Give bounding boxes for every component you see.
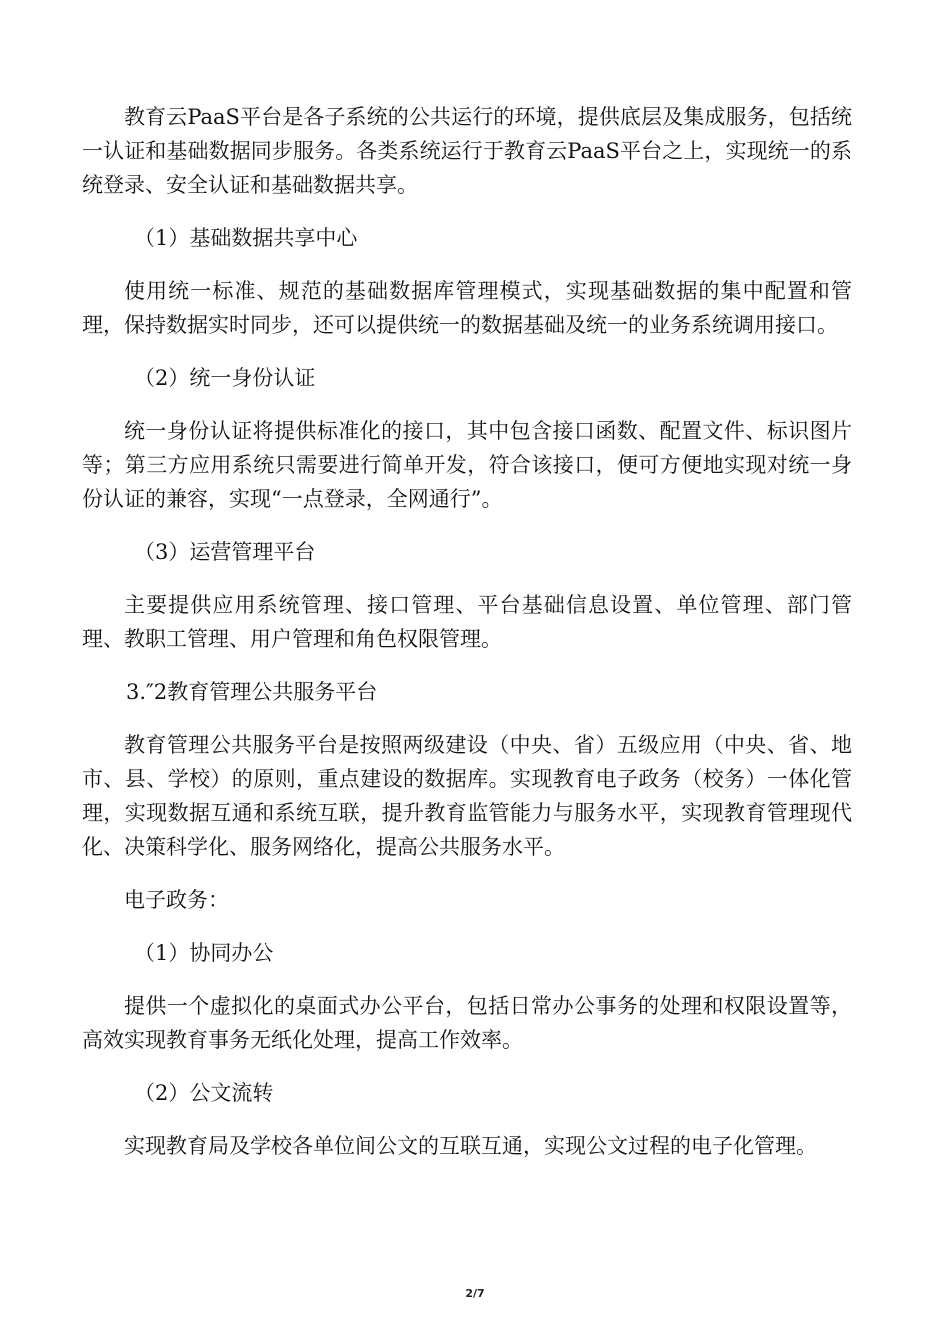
heading-operations-platform: （3）运营管理平台 [134, 540, 316, 564]
paragraph-unified-auth: 统一身份认证将提供标准化的接口，其中包含接口函数、配置文件、标识图片等；第三方应用系统只需要进行简单开发，符合该接口，便可方便地实现对统一身份认证的兼容，实现“一点登录，全网通行”。 [82, 419, 852, 511]
page-number: 2/7 [465, 1287, 485, 1300]
paragraph-paas-intro: 教育云PaaS平台是各子系统的公共运行的环境，提供底层及集成服务，包括统一认证和基础数据同步服务。各类系统运行于教育云PaaS平台之上，实现统一的系统登录、安全认证和基础数据共享。 [82, 105, 852, 197]
heading-data-sharing-center: （1）基础数据共享中心 [134, 226, 358, 250]
heading-document-flow: （2）公文流转 [134, 1081, 274, 1105]
section-heading-public-service: 3.″2教育管理公共服务平台 [126, 680, 378, 704]
paragraph-operations-platform: 主要提供应用系统管理、接口管理、平台基础信息设置、单位管理、部门管理、教职工管理、用户管理和角色权限管理。 [82, 593, 852, 651]
heading-unified-auth: （2）统一身份认证 [134, 366, 316, 390]
paragraph-collaborative-office: 提供一个虚拟化的桌面式办公平台，包括日常办公事务的处理和权限设置等，高效实现教育事务无纸化处理，提高工作效率。 [82, 994, 852, 1052]
paragraph-document-flow: 实现教育局及学校各单位间公文的互联互通，实现公文过程的电子化管理。 [124, 1134, 817, 1158]
paragraph-public-service: 教育管理公共服务平台是按照两级建设（中央、省）五级应用（中央、省、地市、县、学校）的原则，重点建设的数据库。实现教育电子政务（校务）一体化管理，实现数据互通和系统互联，提升教育监管能力与服务水平，实现教育管理现代化、决策科学化、服务网络化，提高公共服务水平。 [82, 733, 852, 859]
document-body [82, 100, 852, 1182]
paragraph-e-government-label: 电子政务： [124, 888, 229, 912]
heading-collaborative-office: （1）协同办公 [134, 941, 274, 965]
paragraph-data-sharing: 使用统一标准、规范的基础数据库管理模式，实现基础数据的集中配置和管理，保持数据实时同步，还可以提供统一的数据基础及统一的业务系统调用接口。 [82, 279, 852, 337]
